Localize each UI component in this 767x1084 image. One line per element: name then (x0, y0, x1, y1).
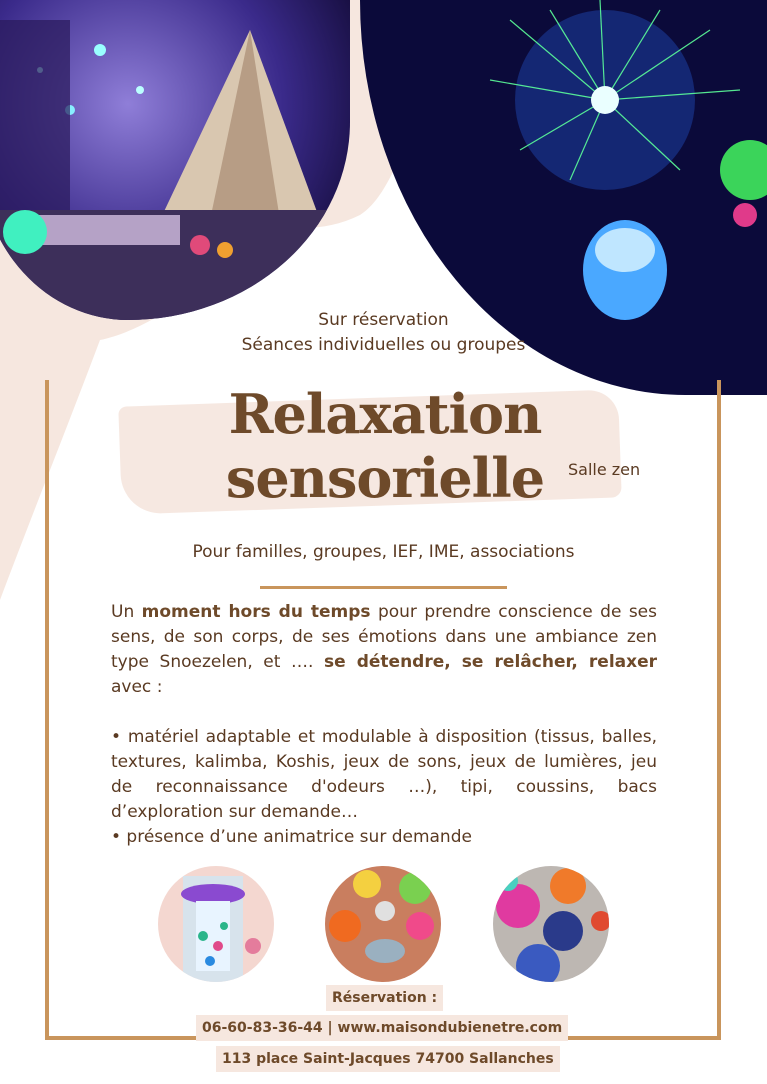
audience-text: Pour familles, groupes, IEF, IME, associations (192, 542, 575, 562)
intro-paragraph (111, 600, 657, 700)
liquid-timer-photo (158, 866, 274, 982)
description (111, 600, 657, 850)
intro-bold-2: se détendre, se relâcher, relaxer (323, 652, 657, 672)
contact-info[interactable]: 06-60-83-36-44 | www.maisondubienetre.com (196, 1015, 568, 1041)
salle-zen-label: Salle zen (568, 460, 641, 479)
bullet-item: • présence d’une animatrice sur demande (111, 827, 472, 847)
intro-bold-1: moment hors du temps (141, 602, 371, 622)
reservation-note: Sur réservation (318, 310, 449, 330)
bullet-item: • matériel adaptable et modulable à disposition (tissus, balles, textures, kalimba, Koshis, jeux de sons, jeux de lumières, jeu de reconnaissance d'odeurs …), tipi, coussins, bacs d’exploration sur demande… (111, 727, 657, 822)
sensory-balls-photo (325, 866, 441, 982)
title-line-2: sensorielle (225, 446, 545, 510)
divider (260, 586, 507, 589)
sessions-note: Séances individuelles ou groupes (241, 335, 526, 355)
intro-text-3: avec : (111, 677, 163, 697)
intro-text-1: Un (111, 602, 142, 622)
reservation-label: Réservation : (326, 985, 443, 1011)
address: 113 place Saint-Jacques 74700 Sallanches (216, 1046, 560, 1072)
textured-discs-photo (493, 866, 609, 982)
title-line-1: Relaxation (228, 382, 542, 446)
intro-text-2: pour prendre conscience de ses sens, de son corps, de ses émotions dans une ambiance zen type Snoezelen, et …. (111, 602, 657, 672)
frame-corner (45, 380, 49, 400)
